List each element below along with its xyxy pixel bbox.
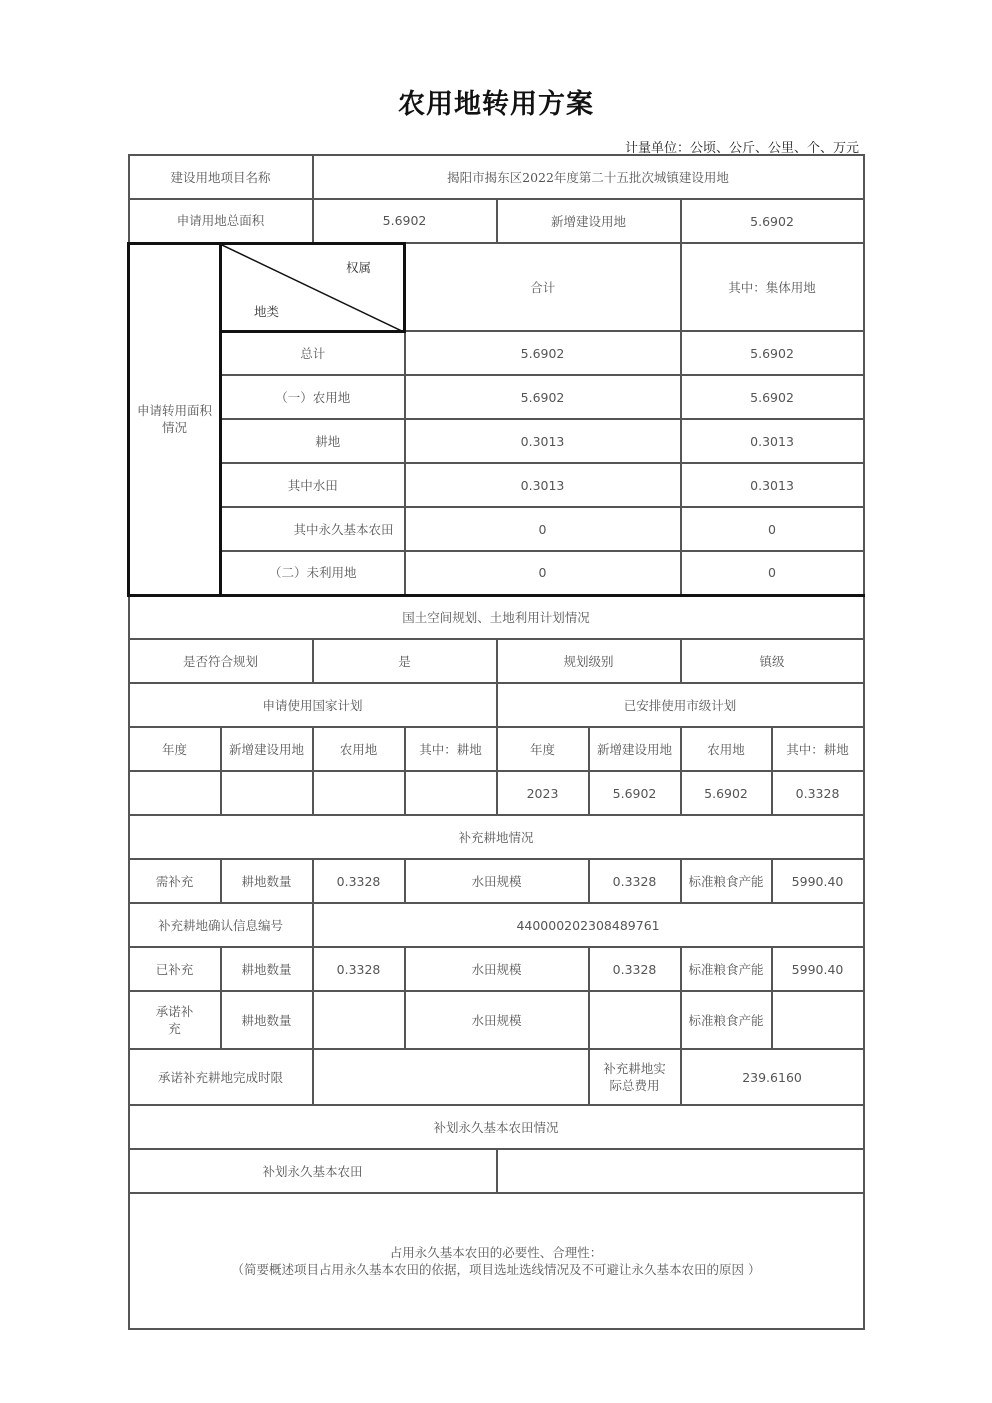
plan-value: 0.3328	[772, 771, 864, 815]
unit-note: 计量单位：公顷、公斤、公里、个、万元	[624, 141, 859, 156]
row-collective: 0.3013	[681, 419, 864, 463]
diagonal-header-cell	[221, 243, 405, 331]
plan-header: 农用地	[681, 727, 772, 771]
confirm-number-value: 440000202308489761	[313, 903, 864, 947]
row-total: 0.3013	[405, 463, 681, 507]
plan-value	[129, 771, 221, 815]
row-label: （一）农用地	[221, 375, 405, 419]
conform-label: 是否符合规划	[129, 639, 313, 683]
plan-header: 新增建设用地	[221, 727, 313, 771]
row-total: 0	[405, 507, 681, 551]
row-label: （二）未利用地	[221, 551, 405, 595]
promise-paddy-value	[589, 991, 681, 1049]
qty-label: 耕地数量	[221, 947, 313, 991]
need-grain-value: 5990.40	[772, 859, 864, 903]
row-collective: 0	[681, 507, 864, 551]
paddy-label: 水田规模	[405, 947, 589, 991]
plan-header: 其中：耕地	[405, 727, 497, 771]
page-title: 农用地转用方案	[398, 89, 594, 120]
paddy-label: 水田规模	[405, 991, 589, 1049]
farmland-section-title: 补划永久基本农田情况	[129, 1105, 864, 1149]
cost-label-text: 补充耕地实际总费用	[603, 1061, 666, 1093]
promise-grain-value	[772, 991, 864, 1049]
row-label: 其中水田	[221, 463, 405, 507]
grain-label: 标准粮食产能	[681, 859, 772, 903]
farmland-label: 补划永久基本农田	[129, 1149, 497, 1193]
national-plan-label: 申请使用国家计划	[129, 683, 497, 727]
supplement-section-title: 补充耕地情况	[129, 815, 864, 859]
plan-value: 5.6902	[681, 771, 772, 815]
plan-header: 年度	[497, 727, 589, 771]
cost-value: 239.6160	[681, 1049, 864, 1105]
qty-label: 耕地数量	[221, 991, 313, 1049]
promise-supplement-label	[129, 991, 221, 1049]
row-label: 其中永久基本农田	[221, 507, 405, 551]
plan-header: 农用地	[313, 727, 405, 771]
cost-label	[589, 1049, 681, 1105]
done-qty-value: 0.3328	[313, 947, 405, 991]
project-name-label: 建设用地项目名称	[129, 155, 313, 199]
row-total: 0.3013	[405, 419, 681, 463]
plan-value	[405, 771, 497, 815]
project-name-value: 揭阳市揭东区2022年度第二十五批次城镇建设用地	[313, 155, 864, 199]
grain-label: 标准粮食产能	[681, 947, 772, 991]
conform-value: 是	[313, 639, 497, 683]
plan-header: 其中：耕地	[772, 727, 864, 771]
plan-level-label: 规划级别	[497, 639, 681, 683]
note-line-1: 占用永久基本农田的必要性、合理性：	[389, 1245, 603, 1260]
plan-value	[221, 771, 313, 815]
new-construction-value: 5.6902	[681, 199, 864, 243]
plan-value: 2023	[497, 771, 589, 815]
plan-header: 新增建设用地	[589, 727, 681, 771]
qty-label: 耕地数量	[221, 859, 313, 903]
row-total: 5.6902	[405, 375, 681, 419]
diagonal-line	[222, 245, 405, 332]
farmland-value	[497, 1149, 864, 1193]
row-collective: 0	[681, 551, 864, 595]
row-collective: 5.6902	[681, 375, 864, 419]
done-paddy-value: 0.3328	[589, 947, 681, 991]
row-label: 总计	[221, 331, 405, 375]
diag-landtype-label: 地类	[254, 303, 280, 319]
plan-level-value: 镇级	[681, 639, 864, 683]
plan-header: 年度	[129, 727, 221, 771]
new-construction-label: 新增建设用地	[497, 199, 681, 243]
farmland-note	[129, 1193, 864, 1329]
row-collective: 0.3013	[681, 463, 864, 507]
row-collective: 5.6902	[681, 331, 864, 375]
planning-section-title: 国土空间规划、土地利用计划情况	[129, 595, 864, 639]
done-supplement-label: 已补充	[129, 947, 221, 991]
conversion-side-text: 申请转用面积情况	[136, 403, 212, 435]
total-area-value: 5.6902	[313, 199, 497, 243]
need-paddy-value: 0.3328	[589, 859, 681, 903]
city-plan-label: 已安排使用市级计划	[497, 683, 864, 727]
row-label: 耕地	[221, 419, 405, 463]
grain-label: 标准粮食产能	[681, 991, 772, 1049]
promise-qty-value	[313, 991, 405, 1049]
plan-value	[313, 771, 405, 815]
plan-value: 5.6902	[589, 771, 681, 815]
diag-ownership-label: 权属	[346, 259, 372, 275]
done-grain-value: 5990.40	[772, 947, 864, 991]
deadline-value	[313, 1049, 589, 1105]
need-qty-value: 0.3328	[313, 859, 405, 903]
conversion-side-label	[129, 243, 221, 595]
paddy-label: 水田规模	[405, 859, 589, 903]
promise-supplement-text: 承诺补充	[155, 1004, 194, 1036]
col-collective-header: 其中：集体用地	[681, 243, 864, 331]
col-total-header: 合计	[405, 243, 681, 331]
total-area-label: 申请用地总面积	[129, 199, 313, 243]
row-total: 0	[405, 551, 681, 595]
need-supplement-label: 需补充	[129, 859, 221, 903]
row-total: 5.6902	[405, 331, 681, 375]
deadline-label: 承诺补充耕地完成时限	[129, 1049, 313, 1105]
land-conversion-table	[127, 154, 865, 1330]
confirm-number-label: 补充耕地确认信息编号	[129, 903, 313, 947]
note-line-2: （简要概述项目占用永久基本农田的依据，项目选址选线情况及不可避让永久基本农田的原因 ）	[231, 1262, 761, 1277]
